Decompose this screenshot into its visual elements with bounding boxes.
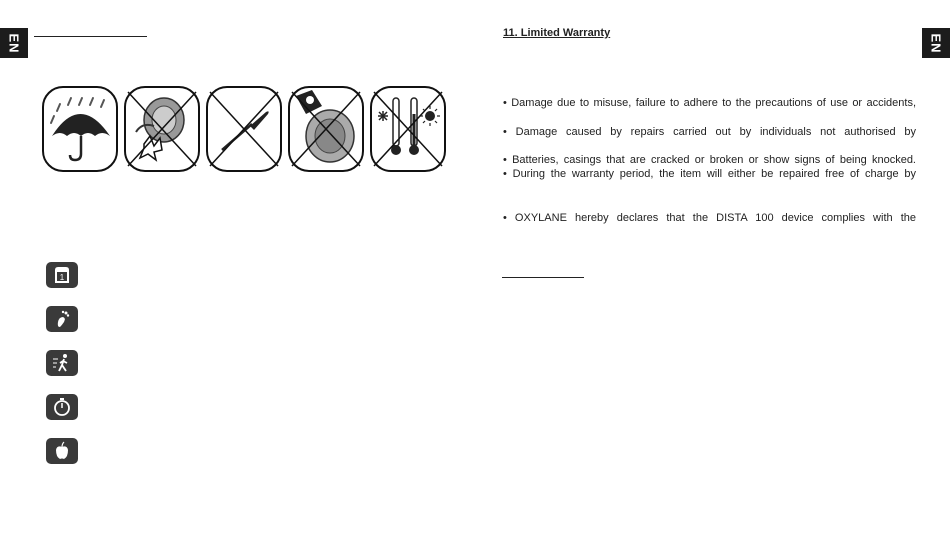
section-title-rule [34,36,147,37]
feature-icons-column [46,262,78,482]
calendar-icon [46,262,78,288]
footprint-icon [46,306,78,332]
warranty-bullet-repairs: • Damage caused by repairs carried out by individuals not authorised by [503,126,916,138]
warranty-bullet-declaration: • OXYLANE hereby declares that the DISTA 100 device complies with the [503,212,916,224]
svg-text:1: 1 [59,273,65,282]
right-page [475,0,950,559]
language-tab-right [922,28,950,58]
impact-crossed-icon [122,84,202,174]
section-title-rule-right [502,277,584,278]
caution-icons-row [40,84,448,174]
warranty-title: 11. Limited Warranty [503,27,611,39]
solvent-crossed-icon [286,84,366,174]
warranty-bullet-misuse: • Damage due to misuse, failure to adhere to the precautions of use or accidents, [503,97,916,109]
walker-icon [46,350,78,376]
screwdriver-crossed-icon [204,84,284,174]
apple-icon [46,438,78,464]
warranty-bullet-period: • During the warranty period, the item will either be repaired free of charge by [503,168,916,180]
language-tab-label: EN [6,32,22,54]
stopwatch-icon [46,394,78,420]
warranty-bullet-batteries: • Batteries, casings that are cracked or broken or show signs of being knocked. [503,154,916,166]
temperature-crossed-icon [368,84,448,174]
language-tab-label: EN [928,32,944,54]
umbrella-rain-icon [40,84,120,174]
language-tab-left [0,28,28,58]
